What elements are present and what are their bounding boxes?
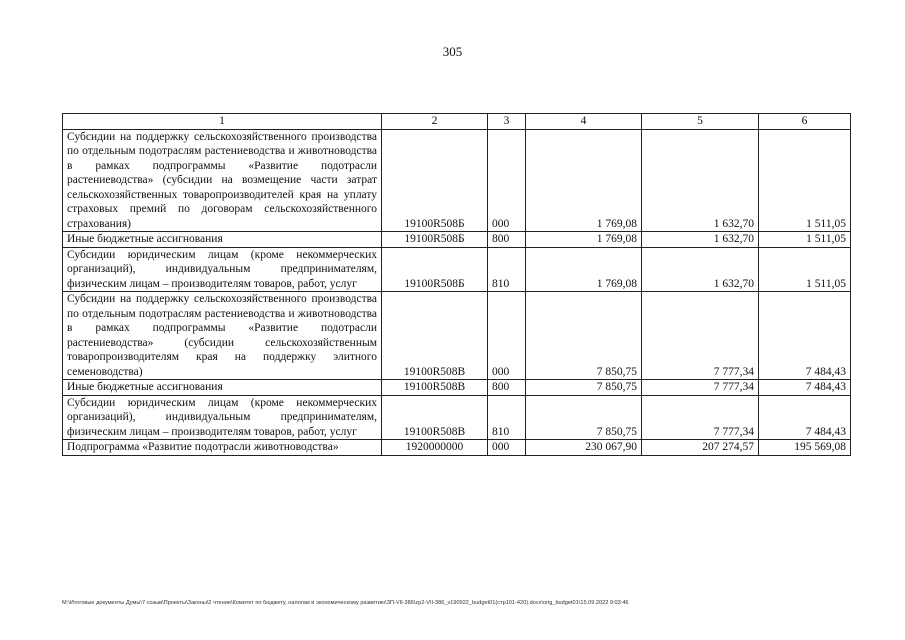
table-row [63, 232, 851, 248]
row-value-col5: 7 777,34 [642, 292, 759, 380]
row-name: Субсидии на поддержку сельскохозяйственного производства по отдельным подотраслям растениеводства и животноводства в рамках подпрограммы «Развитие подотрасли растениеводства» (субсидии на возмещение части затрат сельскохозяйственных товаропроизводителей края на уплату страховых премий по договорам сельскохозяйственного страхования) [63, 129, 382, 232]
row-target-code: 19100R508В [382, 292, 488, 380]
row-expense-type: 810 [488, 395, 526, 440]
document-file-path: M:\Итоговые документы Думы\7 созыв\Проекты\Законы\2 чтение\Комитет по бюджету, налогам и экономическому развитию\ЗП-VII-386\zp2-VII-386_v190922_budget01(стр101-420).docx\orig_budget01\15.09.2022 9:03:46 [62, 600, 629, 606]
row-expense-type: 800 [488, 232, 526, 248]
row-value-col5: 207 274,57 [642, 440, 759, 456]
row-name: Подпрограмма «Развитие подотрасли животноводства» [63, 440, 382, 456]
column-header: 4 [526, 114, 642, 130]
row-target-code: 19100R508Б [382, 247, 488, 292]
row-name: Иные бюджетные ассигнования [63, 380, 382, 396]
row-expense-type: 800 [488, 380, 526, 396]
row-value-col4: 7 850,75 [526, 380, 642, 396]
row-value-col6: 7 484,43 [759, 380, 851, 396]
column-header: 2 [382, 114, 488, 130]
column-header: 3 [488, 114, 526, 130]
column-header: 5 [642, 114, 759, 130]
row-name: Субсидии юридическим лицам (кроме некоммерческих организаций), индивидуальным предпринимателям, физическим лицам – производителям товаров, работ, услуг [63, 395, 382, 440]
row-target-code: 19100R508Б [382, 232, 488, 248]
table-row [63, 247, 851, 292]
row-value-col5: 7 777,34 [642, 395, 759, 440]
row-name: Субсидии на поддержку сельскохозяйственного производства по отдельным подотраслям растениеводства и животноводства в рамках подпрограммы «Развитие подотрасли растениеводства» (субсидии сельскохозяйственным товаропроизводителям края на поддержку элитного семеноводства) [63, 292, 382, 380]
row-value-col4: 7 850,75 [526, 292, 642, 380]
row-expense-type: 000 [488, 292, 526, 380]
row-target-code: 19100R508В [382, 395, 488, 440]
row-value-col4: 1 769,08 [526, 232, 642, 248]
column-header: 6 [759, 114, 851, 130]
row-value-col5: 1 632,70 [642, 129, 759, 232]
row-target-code: 19100R508Б [382, 129, 488, 232]
row-value-col5: 1 632,70 [642, 232, 759, 248]
page-number: 305 [442, 44, 463, 59]
row-value-col6: 1 511,05 [759, 129, 851, 232]
row-value-col4: 1 769,08 [526, 247, 642, 292]
row-value-col4: 1 769,08 [526, 129, 642, 232]
row-value-col6: 1 511,05 [759, 232, 851, 248]
row-expense-type: 000 [488, 440, 526, 456]
row-target-code: 1920000000 [382, 440, 488, 456]
table-row [63, 440, 851, 456]
row-value-col5: 7 777,34 [642, 380, 759, 396]
column-header: 1 [63, 114, 382, 130]
table-row [63, 292, 851, 380]
row-value-col6: 7 484,43 [759, 292, 851, 380]
row-value-col4: 7 850,75 [526, 395, 642, 440]
row-value-col4: 230 067,90 [526, 440, 642, 456]
row-target-code: 19100R508В [382, 380, 488, 396]
table-header-row [63, 114, 851, 130]
table-row [63, 395, 851, 440]
row-value-col6: 195 569,08 [759, 440, 851, 456]
row-name: Субсидии юридическим лицам (кроме некоммерческих организаций), индивидуальным предпринимателям, физическим лицам – производителям товаров, работ, услуг [63, 247, 382, 292]
table-row [63, 380, 851, 396]
table-row [63, 129, 851, 232]
row-name: Иные бюджетные ассигнования [63, 232, 382, 248]
budget-table [62, 113, 851, 456]
row-expense-type: 810 [488, 247, 526, 292]
row-expense-type: 000 [488, 129, 526, 232]
row-value-col6: 7 484,43 [759, 395, 851, 440]
row-value-col5: 1 632,70 [642, 247, 759, 292]
row-value-col6: 1 511,05 [759, 247, 851, 292]
